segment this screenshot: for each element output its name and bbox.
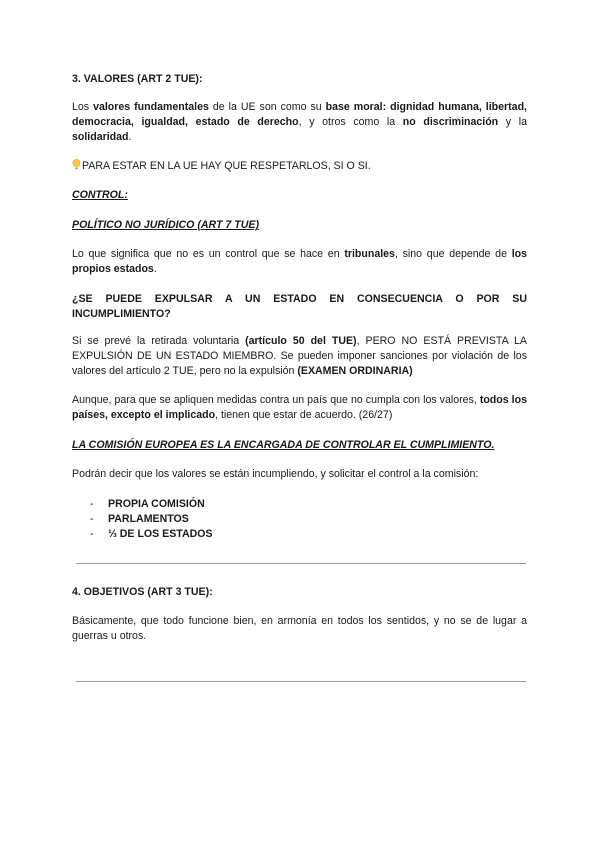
values-intro-paragraph: Los valores fundamentales de la UE son como su base moral: dignidad humana, libertad, democracia, igualdad, estado de derecho, y otros como la no discriminación y la solidaridad. [72,101,527,143]
political-paragraph: Lo que significa que no es un control que se hace en tribunales, sino que depende de los propios estados. [72,248,528,275]
list-item: - ⅓ DE LOS ESTADOS [90,528,213,540]
commission-paragraph: Podrán decir que los valores se están incumpliendo, y solicitar el control a la comisión: [72,468,479,480]
commission-heading: LA COMISIÓN EUROPEA ES LA ENCARGADA DE CONTROLAR EL CUMPLIMIENTO. [72,439,495,451]
measures-paragraph: Aunque, para que se apliquen medidas contra un país que no cumpla con los valores, todos los países, excepto el implicado, tienen que estar de acuerdo. (26/27) [72,394,527,421]
objectives-paragraph: Básicamente, que todo funcione bien, en armonía en todos los sentidos, y no se de lugar a guerras u otros. [72,615,527,642]
lightbulb-icon [72,159,81,170]
list-item: - PARLAMENTOS [90,513,189,525]
list-item: - PROPIA COMISIÓN [90,498,205,510]
section-divider [76,563,526,564]
section-4-heading: 4. OBJETIVOS (ART 3 TUE): [72,586,213,598]
withdrawal-paragraph: Si se prevé la retirada voluntaria (artículo 50 del TUE), PERO NO ESTÁ PREVISTA LA EXPULSIÓN DE UN ESTADO MIEMBRO. Se pueden imponer sanciones por violación de los valores del artículo 2 TUE, pero no la expulsión (EXAMEN ORDINARIA) [72,335,527,377]
political-heading: POLÍTICO NO JURÍDICO (ART 7 TUE) [72,219,259,231]
control-bullet-list [72,497,527,542]
control-heading: CONTROL: [72,189,128,201]
section-3-heading: 3. VALORES (ART 2 TUE): [72,73,203,85]
expulsion-question: ¿SE PUEDE EXPULSAR A UN ESTADO EN CONSECUENCIA O POR SU INCUMPLIMIENTO? [72,293,527,320]
tip-line: PARA ESTAR EN LA UE HAY QUE RESPETARLOS, SI O SI. [72,159,527,174]
section-divider [76,681,526,682]
